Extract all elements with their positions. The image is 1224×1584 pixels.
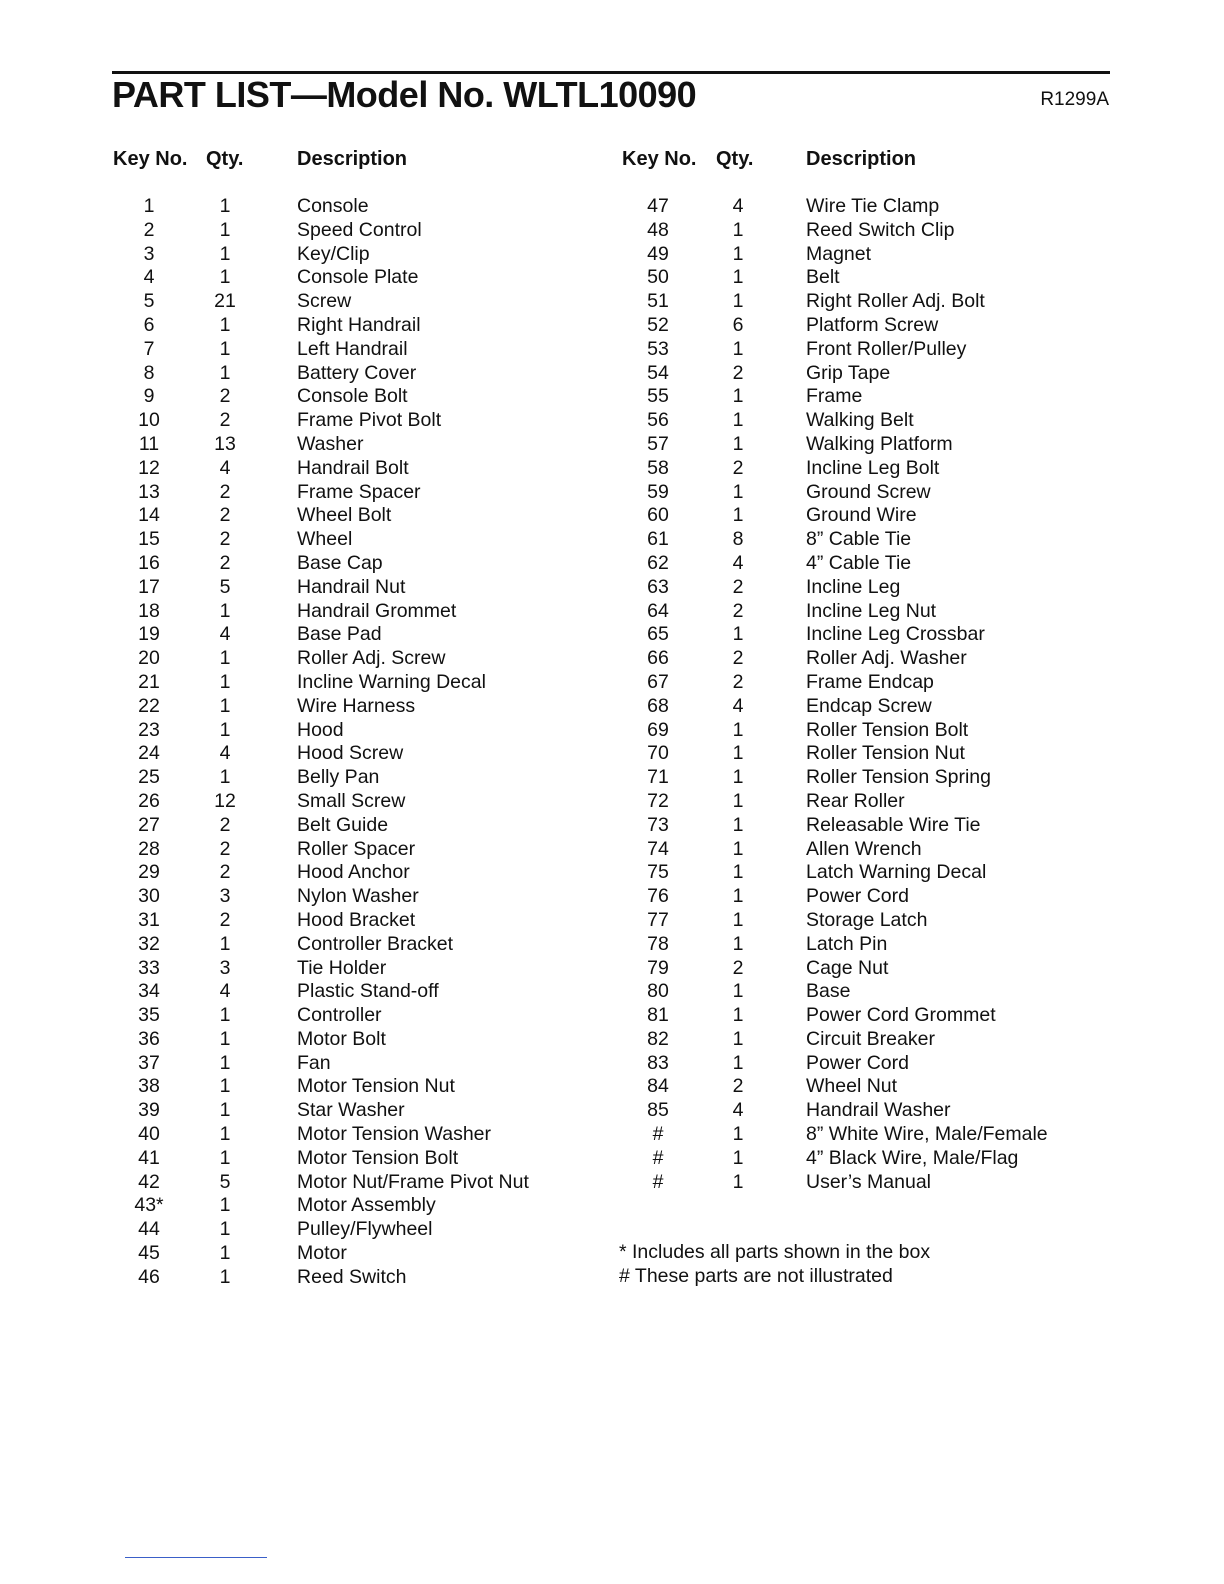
description: User’s Manual bbox=[806, 1170, 931, 1193]
quantity: 1 bbox=[732, 1146, 744, 1169]
description: Reed Switch bbox=[297, 1265, 407, 1288]
description: Roller Adj. Screw bbox=[297, 647, 446, 670]
quantity: 1 bbox=[219, 337, 231, 360]
description: Motor bbox=[297, 1242, 347, 1265]
key-number: 19 bbox=[138, 623, 160, 646]
description: Handrail Bolt bbox=[297, 456, 409, 479]
description: Rear Roller bbox=[806, 789, 905, 812]
footnotes bbox=[619, 1241, 930, 1289]
description: 4” Black Wire, Male/Flag bbox=[806, 1146, 1019, 1169]
hash-note: # These parts are not illustrated bbox=[619, 1264, 893, 1287]
key-number: 26 bbox=[138, 789, 160, 812]
quantity: 1 bbox=[732, 861, 744, 884]
description: Motor Tension Bolt bbox=[297, 1146, 459, 1169]
description: Hood bbox=[297, 718, 344, 741]
description: Speed Control bbox=[297, 218, 422, 241]
description: Motor Assembly bbox=[297, 1194, 436, 1217]
key-number: 12 bbox=[138, 456, 160, 479]
description: 8” White Wire, Male/Female bbox=[806, 1123, 1048, 1146]
quantity: 2 bbox=[219, 551, 231, 574]
description: Grip Tape bbox=[806, 361, 891, 384]
quantity: 1 bbox=[732, 718, 744, 741]
description: Roller Spacer bbox=[297, 837, 416, 860]
key-number: 60 bbox=[647, 504, 669, 527]
quantity: 1 bbox=[732, 837, 744, 860]
quantity: 21 bbox=[214, 290, 236, 313]
description: Star Washer bbox=[297, 1099, 405, 1122]
quantity: 1 bbox=[732, 1027, 744, 1050]
quantity: 1 bbox=[219, 718, 231, 741]
description: Wheel Bolt bbox=[297, 504, 392, 527]
description: Motor Tension Nut bbox=[297, 1075, 455, 1098]
quantity: 1 bbox=[219, 670, 231, 693]
description: Key/Clip bbox=[297, 242, 370, 265]
quantity: 8 bbox=[732, 528, 744, 551]
quantity: 1 bbox=[219, 599, 231, 622]
footer-line bbox=[125, 1557, 267, 1558]
quantity: 2 bbox=[732, 1075, 744, 1098]
quantity: 1 bbox=[732, 1170, 744, 1193]
key-number: 61 bbox=[647, 528, 669, 551]
description: Roller Tension Nut bbox=[806, 742, 965, 765]
document-code: R1299A bbox=[1040, 89, 1109, 110]
quantity: 4 bbox=[732, 195, 744, 217]
description: Platform Screw bbox=[806, 313, 939, 336]
quantity: 1 bbox=[732, 432, 744, 455]
quantity: 2 bbox=[732, 599, 744, 622]
description: Hood Screw bbox=[297, 742, 404, 765]
key-number: 49 bbox=[647, 242, 669, 265]
quantity: 2 bbox=[732, 647, 744, 670]
description: Base Cap bbox=[297, 551, 383, 574]
key-number: 1 bbox=[143, 195, 155, 217]
key-number: 3 bbox=[143, 242, 155, 265]
quantity: 2 bbox=[732, 456, 744, 479]
description: Endcap Screw bbox=[806, 694, 932, 717]
quantity: 4 bbox=[732, 694, 744, 717]
description: Wheel Nut bbox=[806, 1075, 898, 1098]
quantity: 3 bbox=[219, 956, 231, 979]
description: Controller Bracket bbox=[297, 932, 454, 955]
description: Incline Leg Crossbar bbox=[806, 623, 985, 646]
description: Incline Leg bbox=[806, 575, 901, 598]
key-number: 56 bbox=[647, 409, 669, 432]
description: Incline Warning Decal bbox=[297, 670, 486, 693]
key-number: 32 bbox=[138, 932, 160, 955]
key-number: 30 bbox=[138, 885, 160, 908]
quantity: 1 bbox=[219, 694, 231, 717]
key-number: 68 bbox=[647, 694, 669, 717]
quantity: 1 bbox=[219, 1099, 231, 1122]
key-number: 36 bbox=[138, 1027, 160, 1050]
key-number: 53 bbox=[647, 337, 669, 360]
quantity: 1 bbox=[732, 1051, 744, 1074]
quantity: 1 bbox=[732, 504, 744, 527]
key-number: 66 bbox=[647, 647, 669, 670]
key-number: 45 bbox=[138, 1242, 160, 1265]
description: Console bbox=[297, 195, 369, 217]
left-qty-header: Qty. bbox=[206, 148, 244, 170]
key-number: 21 bbox=[138, 670, 160, 693]
asterisk-note: * Includes all parts shown in the box bbox=[619, 1241, 931, 1263]
key-number: 38 bbox=[138, 1075, 160, 1098]
quantity: 1 bbox=[732, 766, 744, 789]
key-number: 47 bbox=[647, 195, 669, 217]
left-key-no-header: Key No. bbox=[113, 148, 188, 170]
key-number: 76 bbox=[647, 885, 669, 908]
key-number: 16 bbox=[138, 551, 160, 574]
key-number: # bbox=[652, 1123, 664, 1146]
key-number: 75 bbox=[647, 861, 669, 884]
quantity: 1 bbox=[219, 1123, 231, 1146]
key-number: 37 bbox=[138, 1051, 160, 1074]
quantity: 1 bbox=[732, 385, 744, 408]
key-number: 70 bbox=[647, 742, 669, 765]
quantity: 1 bbox=[732, 813, 744, 836]
description: Incline Leg Bolt bbox=[806, 456, 940, 479]
quantity: 1 bbox=[219, 313, 231, 336]
key-number: 73 bbox=[647, 813, 669, 836]
description: Roller Tension Spring bbox=[806, 766, 991, 789]
description: Motor Tension Washer bbox=[297, 1123, 492, 1146]
key-number: 41 bbox=[138, 1146, 160, 1169]
quantity: 1 bbox=[219, 195, 231, 217]
description: Motor Nut/Frame Pivot Nut bbox=[297, 1170, 529, 1193]
quantity: 5 bbox=[219, 1170, 231, 1193]
description: Walking Platform bbox=[806, 432, 953, 455]
description: Controller bbox=[297, 1004, 382, 1027]
key-number: 58 bbox=[647, 456, 669, 479]
description: Latch Pin bbox=[806, 932, 888, 955]
description: Wire Harness bbox=[297, 694, 416, 717]
key-number: 18 bbox=[138, 599, 160, 622]
quantity: 13 bbox=[214, 432, 236, 455]
key-number: 69 bbox=[647, 718, 669, 741]
key-number: 74 bbox=[647, 837, 669, 860]
description: Magnet bbox=[806, 242, 872, 265]
description: Roller Adj. Washer bbox=[806, 647, 967, 670]
key-number: 62 bbox=[647, 551, 669, 574]
key-number: 65 bbox=[647, 623, 669, 646]
quantity: 2 bbox=[219, 480, 231, 503]
quantity: 2 bbox=[219, 813, 231, 836]
quantity: 2 bbox=[732, 575, 744, 598]
key-number: 71 bbox=[647, 766, 669, 789]
key-number: 7 bbox=[143, 337, 155, 360]
quantity: 1 bbox=[219, 1075, 231, 1098]
key-number: 31 bbox=[138, 908, 160, 931]
description: Washer bbox=[297, 432, 364, 455]
quantity: 4 bbox=[219, 456, 231, 479]
key-number: 24 bbox=[138, 742, 160, 765]
description: 4” Cable Tie bbox=[806, 551, 912, 574]
key-number: 57 bbox=[647, 432, 669, 455]
quantity: 1 bbox=[732, 409, 744, 432]
key-number: 42 bbox=[138, 1170, 160, 1193]
description: Ground Screw bbox=[806, 480, 931, 503]
description: Screw bbox=[297, 290, 352, 313]
description: Roller Tension Bolt bbox=[806, 718, 969, 741]
quantity: 1 bbox=[219, 1146, 231, 1169]
quantity: 1 bbox=[219, 766, 231, 789]
key-number: 79 bbox=[647, 956, 669, 979]
key-number: 14 bbox=[138, 504, 160, 527]
quantity: 1 bbox=[219, 1004, 231, 1027]
description: Right Roller Adj. Bolt bbox=[806, 290, 985, 313]
quantity: 1 bbox=[732, 480, 744, 503]
quantity: 4 bbox=[732, 1099, 744, 1122]
key-number: 11 bbox=[138, 432, 160, 455]
quantity: 3 bbox=[219, 885, 231, 908]
quantity: 2 bbox=[219, 528, 231, 551]
quantity: 1 bbox=[219, 218, 231, 241]
key-number: 25 bbox=[138, 766, 160, 789]
description: Releasable Wire Tie bbox=[806, 813, 981, 836]
quantity: 1 bbox=[219, 932, 231, 955]
quantity: 2 bbox=[732, 670, 744, 693]
key-number: 8 bbox=[143, 361, 155, 384]
left-description-header: Description bbox=[297, 148, 408, 170]
quantity: 1 bbox=[732, 266, 744, 289]
quantity: 1 bbox=[732, 1123, 744, 1146]
key-number: 17 bbox=[138, 575, 160, 598]
quantity: 1 bbox=[732, 337, 744, 360]
right-description-header: Description bbox=[806, 148, 917, 170]
key-number: 13 bbox=[138, 480, 160, 503]
description: Frame Pivot Bolt bbox=[297, 409, 442, 432]
quantity: 1 bbox=[732, 242, 744, 265]
description: Left Handrail bbox=[297, 337, 408, 360]
key-number: 55 bbox=[647, 385, 669, 408]
quantity: 2 bbox=[219, 385, 231, 408]
description: Small Screw bbox=[297, 789, 406, 812]
key-number: 29 bbox=[138, 861, 160, 884]
key-number: 27 bbox=[138, 813, 160, 836]
quantity: 1 bbox=[732, 218, 744, 241]
quantity: 4 bbox=[219, 742, 231, 765]
key-number: 9 bbox=[143, 385, 155, 408]
key-number: 46 bbox=[138, 1265, 160, 1288]
key-number: 84 bbox=[647, 1075, 669, 1098]
key-number: 64 bbox=[647, 599, 669, 622]
key-number: 83 bbox=[647, 1051, 669, 1074]
description: Plastic Stand-off bbox=[297, 980, 439, 1003]
description: Power Cord bbox=[806, 885, 909, 908]
description: Nylon Washer bbox=[297, 885, 419, 908]
description: Power Cord Grommet bbox=[806, 1004, 996, 1027]
description: Wire Tie Clamp bbox=[806, 195, 940, 217]
key-number: 54 bbox=[647, 361, 669, 384]
quantity: 1 bbox=[732, 623, 744, 646]
description: Frame Endcap bbox=[806, 670, 934, 693]
key-number: 85 bbox=[647, 1099, 669, 1122]
description: Base Pad bbox=[297, 623, 382, 646]
description: Ground Wire bbox=[806, 504, 917, 527]
quantity: 2 bbox=[219, 504, 231, 527]
quantity: 1 bbox=[219, 647, 231, 670]
quantity: 1 bbox=[219, 242, 231, 265]
quantity: 2 bbox=[219, 861, 231, 884]
description: Right Handrail bbox=[297, 313, 421, 336]
quantity: 4 bbox=[219, 980, 231, 1003]
description: Belt Guide bbox=[297, 813, 389, 836]
description: Hood Bracket bbox=[297, 908, 416, 931]
quantity: 2 bbox=[219, 409, 231, 432]
quantity: 2 bbox=[732, 361, 744, 384]
quantity: 1 bbox=[219, 1265, 231, 1288]
key-number: 82 bbox=[647, 1027, 669, 1050]
key-number: 72 bbox=[647, 789, 669, 812]
description: Battery Cover bbox=[297, 361, 417, 384]
key-number: 67 bbox=[647, 670, 669, 693]
key-number: 35 bbox=[138, 1004, 160, 1027]
description: Cage Nut bbox=[806, 956, 889, 979]
key-number: 5 bbox=[143, 290, 155, 313]
key-number: 63 bbox=[647, 575, 669, 598]
key-number: 80 bbox=[647, 980, 669, 1003]
quantity: 1 bbox=[219, 361, 231, 384]
quantity: 2 bbox=[732, 956, 744, 979]
description: Storage Latch bbox=[806, 908, 928, 931]
key-number: 34 bbox=[138, 980, 160, 1003]
key-number: 28 bbox=[138, 837, 160, 860]
quantity: 1 bbox=[732, 885, 744, 908]
description: Power Cord bbox=[806, 1051, 909, 1074]
quantity: 1 bbox=[219, 266, 231, 289]
key-number: 6 bbox=[143, 313, 155, 336]
description: Hood Anchor bbox=[297, 861, 410, 884]
description: Incline Leg Nut bbox=[806, 599, 937, 622]
key-number: 23 bbox=[138, 718, 160, 741]
quantity: 1 bbox=[219, 1218, 231, 1241]
quantity: 5 bbox=[219, 575, 231, 598]
quantity: 2 bbox=[219, 908, 231, 931]
key-number: 77 bbox=[647, 908, 669, 931]
right-qty-header: Qty. bbox=[716, 148, 754, 170]
quantity: 1 bbox=[219, 1242, 231, 1265]
description: Pulley/Flywheel bbox=[297, 1218, 433, 1241]
key-number: 20 bbox=[138, 647, 160, 670]
key-number: 81 bbox=[647, 1004, 669, 1027]
description: Allen Wrench bbox=[806, 837, 922, 860]
key-number: 78 bbox=[647, 932, 669, 955]
quantity: 1 bbox=[732, 908, 744, 931]
description: Frame Spacer bbox=[297, 480, 421, 503]
quantity: 1 bbox=[219, 1051, 231, 1074]
right-key-no-header: Key No. bbox=[622, 148, 697, 170]
quantity: 1 bbox=[732, 1004, 744, 1027]
key-number: # bbox=[652, 1170, 664, 1193]
description: Belly Pan bbox=[297, 766, 380, 789]
key-number: 40 bbox=[138, 1123, 160, 1146]
quantity: 6 bbox=[732, 313, 744, 336]
description: Front Roller/Pulley bbox=[806, 337, 967, 360]
description: Circuit Breaker bbox=[806, 1027, 935, 1050]
key-number: # bbox=[652, 1146, 664, 1169]
quantity: 1 bbox=[732, 932, 744, 955]
quantity: 1 bbox=[219, 1194, 231, 1217]
description: Walking Belt bbox=[806, 409, 914, 432]
key-number: 50 bbox=[647, 266, 669, 289]
key-number: 43* bbox=[134, 1194, 164, 1217]
quantity: 2 bbox=[219, 837, 231, 860]
key-number: 33 bbox=[138, 956, 160, 979]
quantity: 4 bbox=[732, 551, 744, 574]
key-number: 48 bbox=[647, 218, 669, 241]
description: Handrail Grommet bbox=[297, 599, 457, 622]
key-number: 4 bbox=[143, 266, 155, 289]
description: Wheel bbox=[297, 528, 353, 551]
quantity: 1 bbox=[732, 742, 744, 765]
description: Belt bbox=[806, 266, 840, 289]
description: Latch Warning Decal bbox=[806, 861, 987, 884]
key-number: 44 bbox=[138, 1218, 160, 1241]
description: Frame bbox=[806, 385, 863, 408]
quantity: 1 bbox=[732, 290, 744, 313]
description: Handrail Washer bbox=[806, 1099, 951, 1122]
description: Base bbox=[806, 980, 851, 1003]
description: Tie Holder bbox=[297, 956, 387, 979]
key-number: 15 bbox=[138, 528, 160, 551]
description: Handrail Nut bbox=[297, 575, 406, 598]
key-number: 22 bbox=[138, 694, 160, 717]
key-number: 52 bbox=[647, 313, 669, 336]
key-number: 10 bbox=[138, 409, 160, 432]
key-number: 51 bbox=[647, 290, 669, 313]
description: Console Bolt bbox=[297, 385, 408, 408]
quantity: 4 bbox=[219, 623, 231, 646]
description: Reed Switch Clip bbox=[806, 218, 955, 241]
key-number: 59 bbox=[647, 480, 669, 503]
quantity: 1 bbox=[732, 980, 744, 1003]
key-number: 39 bbox=[138, 1099, 160, 1122]
description: Console Plate bbox=[297, 266, 419, 289]
quantity: 12 bbox=[214, 789, 236, 812]
quantity: 1 bbox=[732, 789, 744, 812]
description: 8” Cable Tie bbox=[806, 528, 912, 551]
key-number: 2 bbox=[143, 218, 155, 241]
description: Motor Bolt bbox=[297, 1027, 386, 1050]
page-title: PART LIST—Model No. WLTL10090 bbox=[112, 74, 697, 115]
description: Fan bbox=[297, 1051, 331, 1074]
quantity: 1 bbox=[219, 1027, 231, 1050]
